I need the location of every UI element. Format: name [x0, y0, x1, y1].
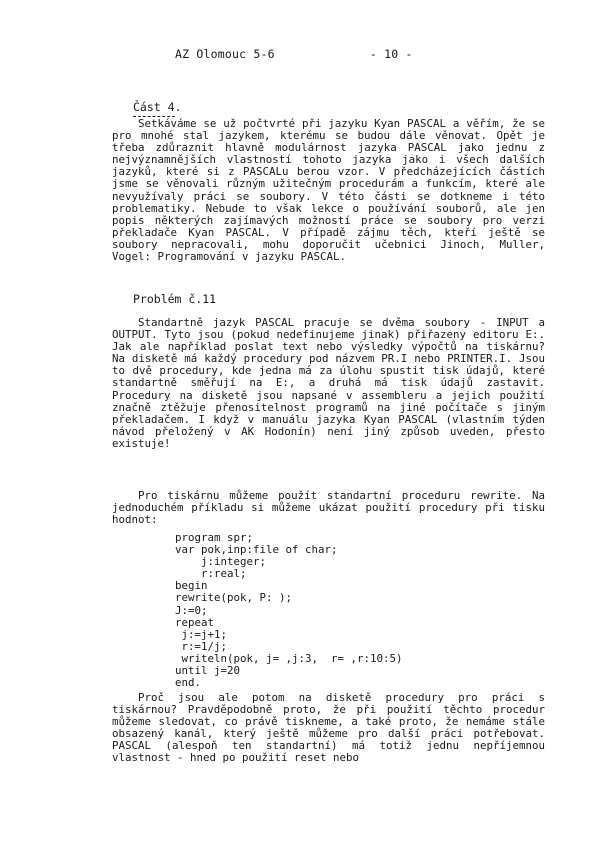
code-line: rewrite(pok, P: ); — [175, 591, 293, 605]
code-line: writeln(pok, j= ,j:3, r= ,r:10:5) — [175, 651, 403, 665]
code-line: begin — [175, 579, 208, 593]
code-listing — [175, 532, 403, 689]
problem-title: Problém č.11 — [133, 292, 217, 306]
code-line: until j=20 — [175, 664, 241, 678]
page-number: - 10 - — [369, 47, 413, 61]
code-line: r:real; — [175, 567, 247, 581]
section-title: Část 4. — [133, 100, 182, 114]
code-line: repeat — [175, 615, 215, 629]
code-line: var pok,inp:file of char; — [175, 543, 338, 557]
page-header — [175, 47, 413, 61]
header-title: AZ Olomouc 5-6 — [175, 47, 275, 61]
code-line: program spr; — [175, 531, 254, 544]
code-line: end. — [175, 676, 202, 690]
paragraph-conclusion: Proč jsou ale potom na disketě procedury pro práci s tiskárnou? Pravděpodobně proto, že při použití těchto procedur můžeme sledovat, co právě tiskneme, a také proto, že nemáme stále obsazený kanál, který ještě můžeme pro další práci potřebovat. PASCAL (alespoň ten standartní) má totiž jednu nepříjemnou vlastnost - hned po použití reset nebo — [112, 691, 545, 765]
paragraph-intro: Setkáváme se už počtvrté při jazyku Kyan PASCAL a věřím, že se pro mnohé stal jazykem, kterému se budou dále věnovat. Opět je třeba zdůraznit hlavně modulárnost jazyka PASCAL jako jednu z nejvýznamnějších vlastností tohoto jazyka jako i všech dalších jazyků, které si z PASCALu berou vzor. V předcházejících částích jsme se věnovali různým užitečným procedurám a funkcím, které ale nevyužívaly práci se soubory. V této části se dotkneme i této problematiky. Nebude to však lekce o používání souborů, ale jen popis některých zajímavých možností práce se soubory pro verzi překladače Kyan PASCAL. V případě zájmu těch, kteří ještě se soubory nepracovali, mohu doporučit učebnici Jinoch, Muller, Vogel: Programování v jazyku PASCAL. — [112, 117, 545, 264]
code-line: j:=j+1; — [175, 627, 228, 641]
code-line: r:=1/j; — [175, 639, 228, 653]
code-line: J:=0; — [175, 603, 208, 617]
code-line: j:integer; — [175, 555, 267, 569]
paragraph-problem: Standartně jazyk PASCAL pracuje se dvěma soubory - INPUT a OUTPUT. Tyto jsou (pokud nedefinujeme jinak) přiřazeny editoru E:. Jak ale například poslat text nebo výsledky výpočtů na tiskárnu? Na disketě má každý procedury pod názvem PR.I nebo PRINTER.I. Jsou to dvě procedury, kde jedna má za úlohu spustit tisk údajů, které standartně směřují na E:, a druhá má tisk údajů zastavit. Procedury na disketě jsou napsané v assembleru a jejich použití značně ztěžuje přenositelnost programů na jiné počítače s jiným překladačem. I když v manuálu jazyka Kyan PASCAL (vlastním týden návod přeložený v AK Hodonín) není jiný způsob uveden, přesto existuje! — [112, 316, 545, 450]
paragraph-rewrite: Pro tiskárnu můžeme použít standartní proceduru rewrite. Na jednoduchém příkladu si můžeme ukázat použití procedury při tisku hodnot: — [112, 489, 545, 527]
